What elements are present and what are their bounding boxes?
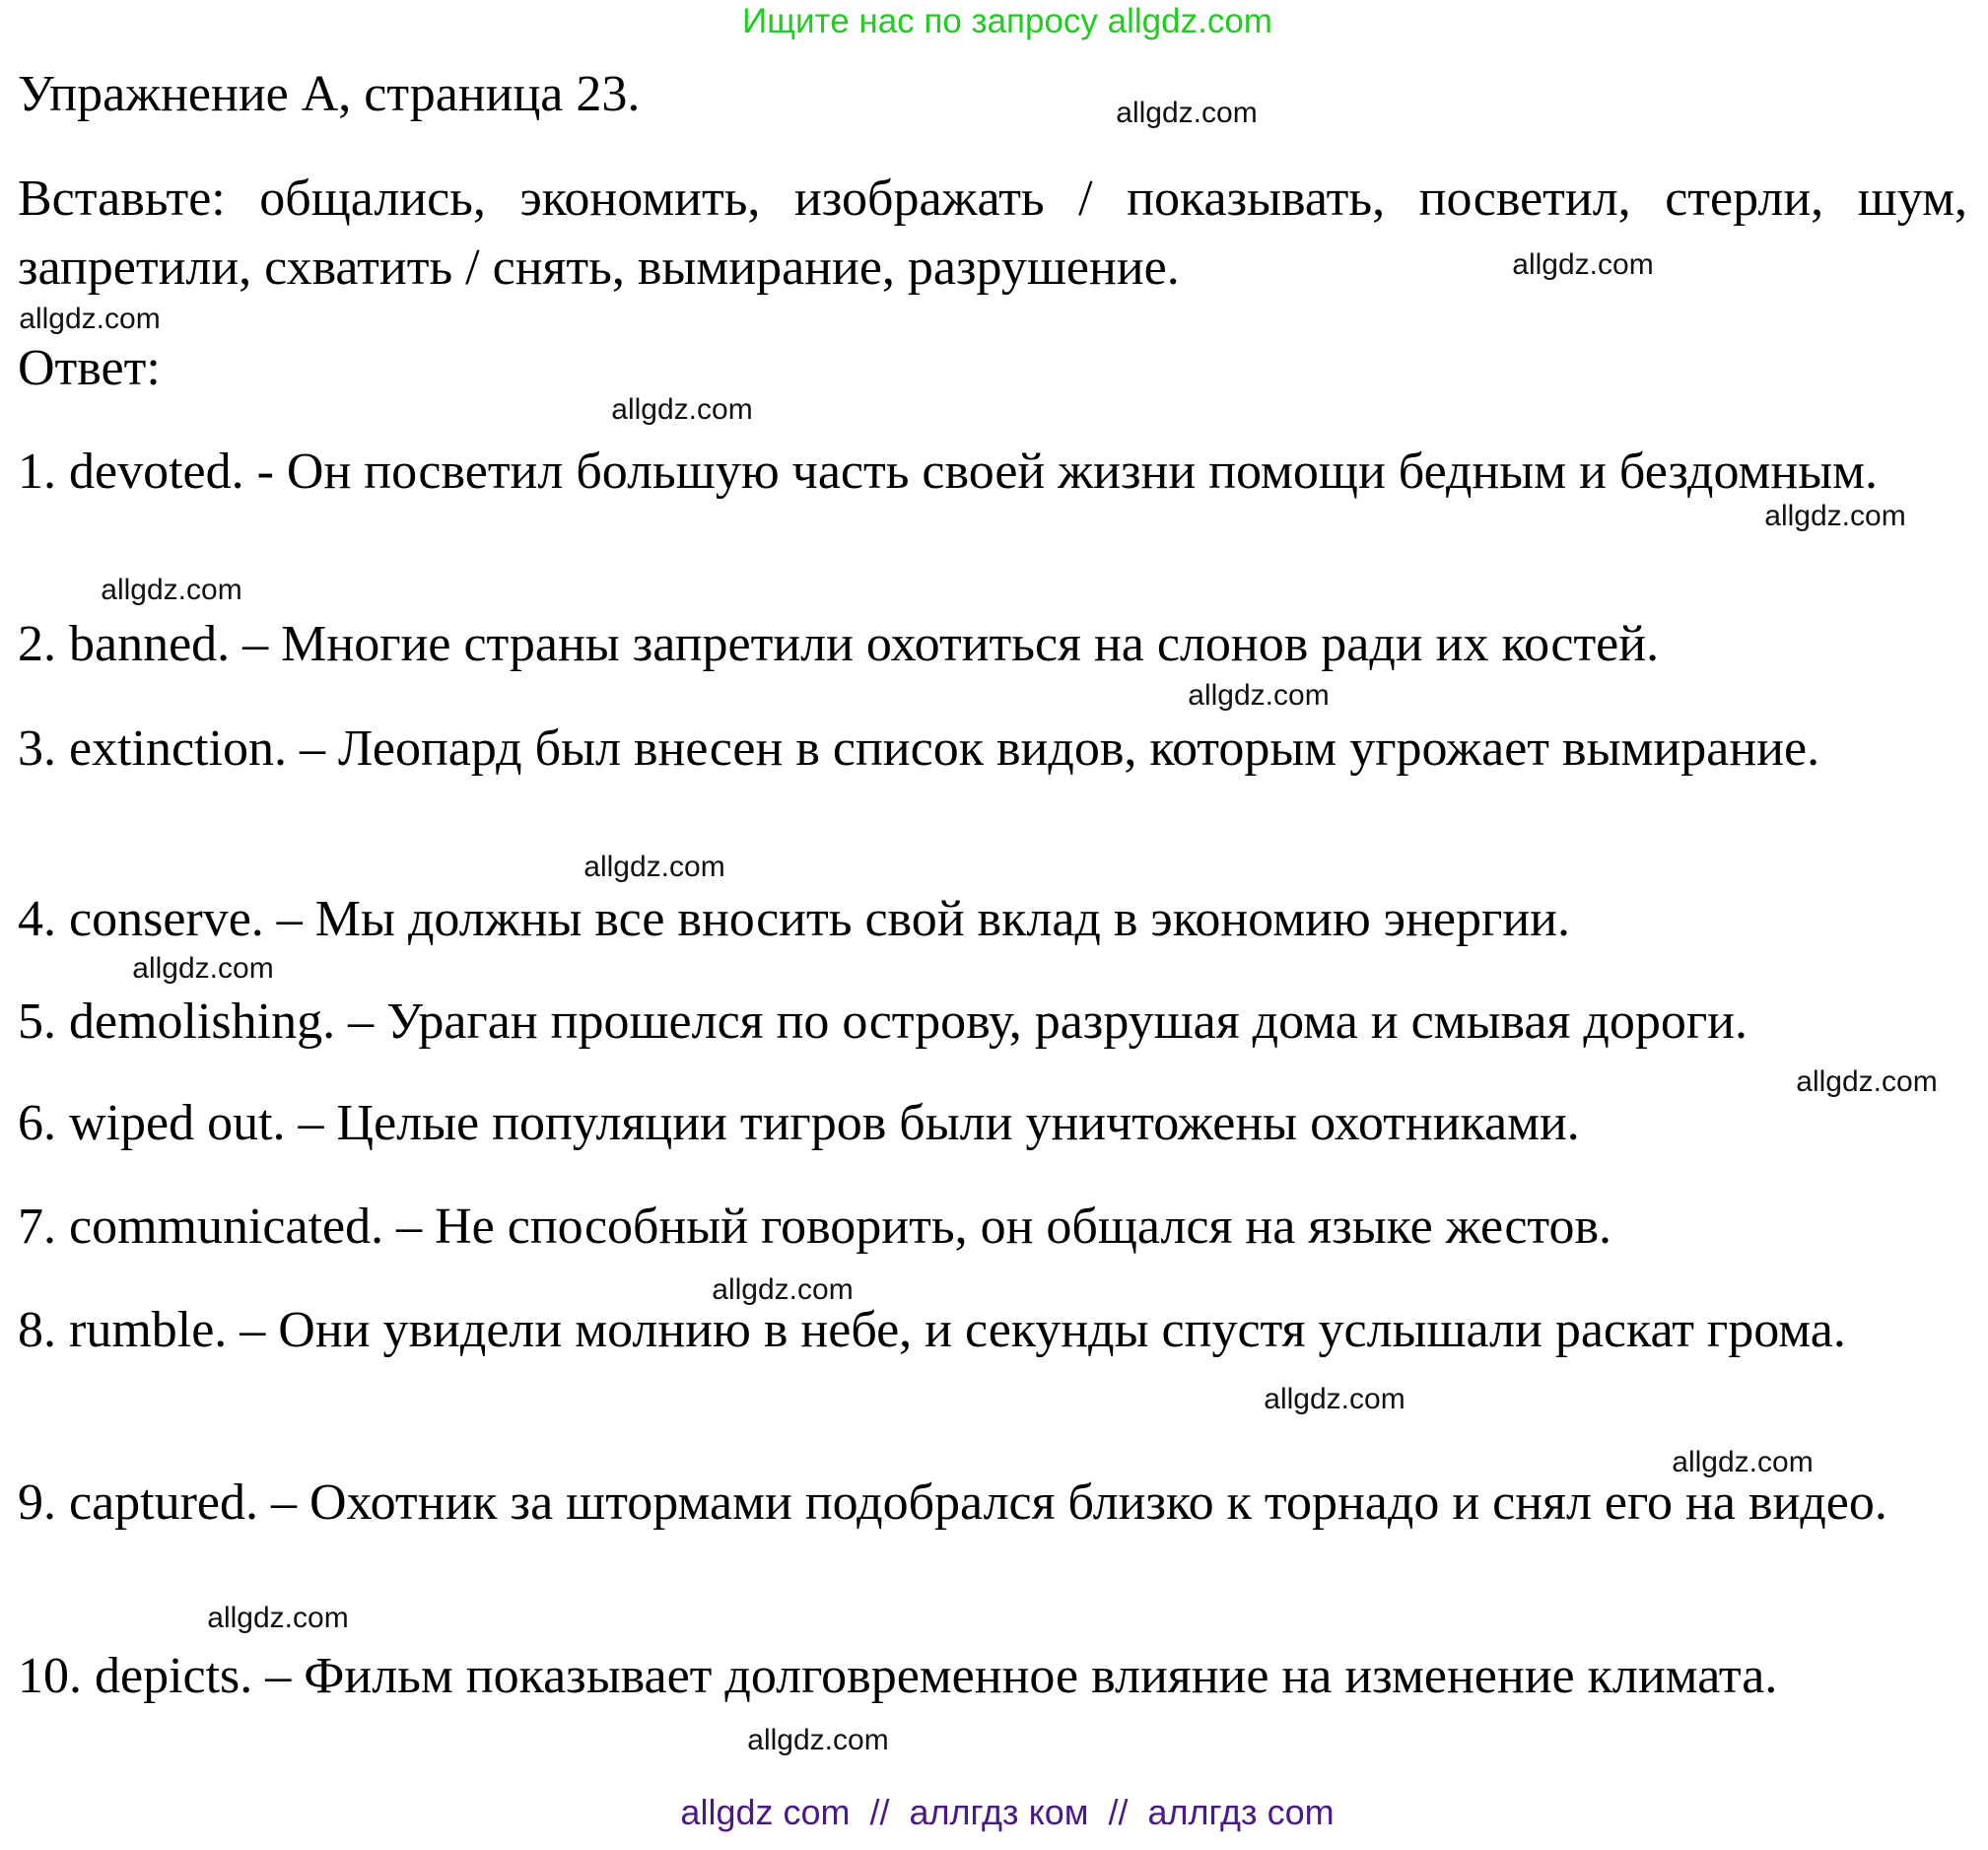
watermark: allgdz.com [1188, 679, 1330, 712]
watermark: allgdz.com [101, 574, 242, 606]
footer-links: allgdz com // аллгдз ком // аллгдз com [680, 1792, 1335, 1832]
answer-item: 8. rumble. – Они увидели молнию в небе, и секунды спустя услышали раскат грома. [18, 1302, 1846, 1358]
watermark: allgdz.com [611, 393, 753, 426]
answer-item: 9. captured. – Охотник за штормами подобрался близко к торнадо и снял его на видео. [18, 1474, 1887, 1531]
watermark: allgdz.com [583, 851, 725, 883]
search-banner: Ищите нас по запросу allgdz.com [742, 2, 1272, 40]
instruction: Вставьте: общались, экономить, изображать / показывать, посветил, стерли, шум, запретили, схватить / снять, вымирание, разрушение. [18, 171, 1967, 296]
answer-item: 2. banned. – Многие страны запретили охотиться на слонов ради их костей. [18, 616, 1660, 672]
watermark: allgdz.com [1116, 97, 1258, 129]
exercise-title: Упражнение A, страница 23. [18, 66, 641, 122]
answer-item: 4. conserve. – Мы должны все вносить свой вклад в экономию энергии. [18, 891, 1570, 947]
answer-item: 3. extinction. – Леопард был внесен в список видов, которым угрожает вымирание. [18, 720, 1820, 777]
watermark: allgdz.com [132, 952, 274, 985]
watermark: allgdz.com [1512, 248, 1654, 281]
watermark: allgdz.com [1796, 1065, 1938, 1098]
answer-item: 5. demolishing. – Ураган прошелся по острову, разрушая дома и смывая дороги. [18, 994, 1748, 1050]
answer-item: 7. communicated. – Не способный говорить, он общался на языке жестов. [18, 1199, 1612, 1255]
answer-item: 10. depicts. – Фильм показывает долговременное влияние на изменение климата. [18, 1648, 1778, 1704]
answer-label: Ответ: [18, 340, 161, 396]
answer-item: 6. wiped out. – Целые популяции тигров были уничтожены охотниками. [18, 1095, 1580, 1151]
watermark: allgdz.com [1764, 500, 1906, 532]
watermark: allgdz.com [207, 1602, 349, 1634]
answer-item: 1. devoted. - Он посветил большую часть своей жизни помощи бедным и бездомным. [18, 444, 1879, 500]
watermark: allgdz.com [19, 303, 161, 335]
watermark: allgdz.com [712, 1273, 854, 1306]
watermark: allgdz.com [1672, 1446, 1814, 1478]
watermark: allgdz.com [1264, 1383, 1405, 1415]
watermark: allgdz.com [747, 1724, 889, 1756]
